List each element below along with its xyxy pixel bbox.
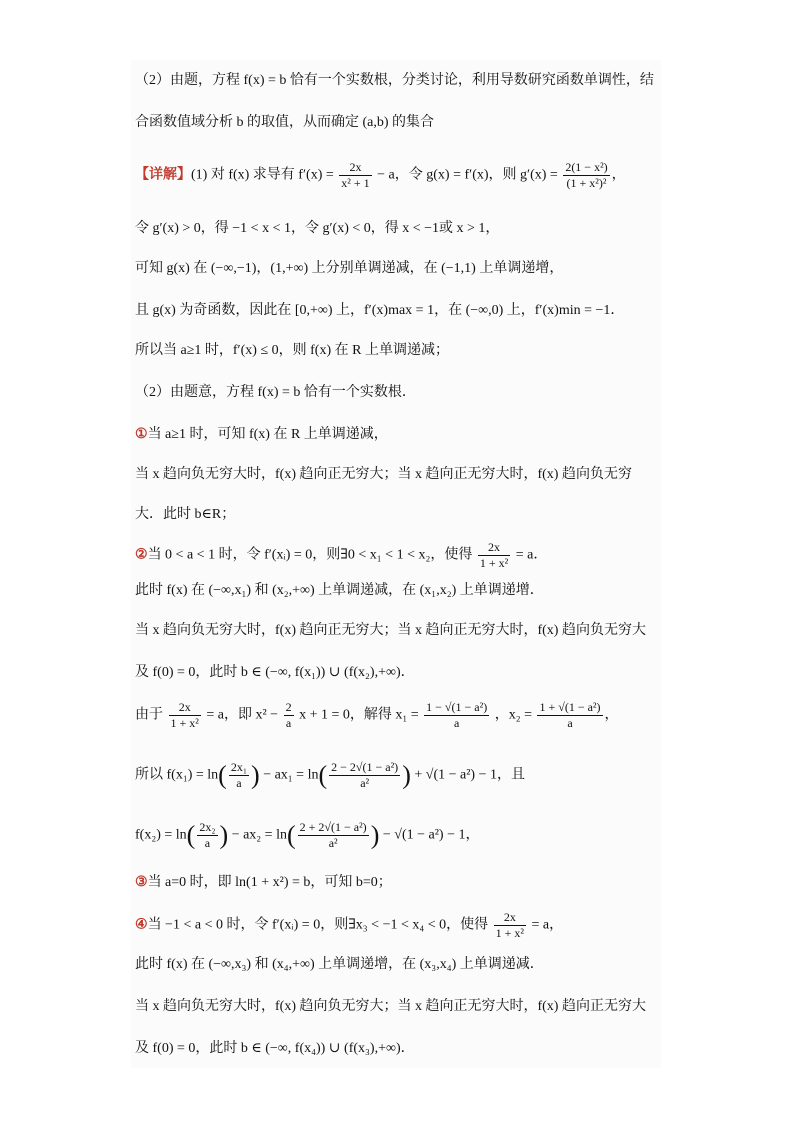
denominator: a xyxy=(285,716,292,730)
detail-line-17: 及 f(0) = 0，此时 b ∈ (−∞, f(x₄)) ∪ (f(x₃),+∞)． xyxy=(135,1041,415,1056)
detail-line-7: 当 x 趋向负无穷大时，f(x) 趋向正无穷大；当 x 趋向正无穷大时，f(x) 趋向负无穷 xyxy=(135,467,632,482)
case-3-marker: ③ xyxy=(135,875,148,890)
denominator: 1 + x² xyxy=(479,556,509,570)
text: = a，即 x² − xyxy=(206,707,279,723)
denominator: a² xyxy=(328,836,338,850)
numerator: 2x xyxy=(478,540,510,556)
detail-line-4: 且 g(x) 为奇函数，因此在 [0,+∞) 上，f′(x)max = 1，在 (−∞,0) 上，f′(x)min = −1． xyxy=(135,303,625,318)
detail-line-13: 所以 f(x₁) = ln( $\frac{\text{2x₁}}{a}$ ) − ax₁ = ln( $\frac{\text{2 − 2√(1 − a²)}}{\text{a²}}$ ) + √(1 − a²) − 1，且 xyxy=(135,760,525,790)
numerator: 2x₁ xyxy=(230,760,248,774)
fraction xyxy=(424,700,489,731)
detail-line-6: （2）由题意，方程 f(x) = b 恰有一个实数根． xyxy=(135,385,416,400)
detail-line-1 xyxy=(135,160,657,191)
fraction xyxy=(284,700,294,731)
text: 由于 xyxy=(135,707,163,723)
fraction xyxy=(563,160,609,191)
fraction xyxy=(329,760,400,791)
case-3-line xyxy=(135,874,657,892)
text: − ax₂ = ln xyxy=(231,827,287,843)
text: − √(1 − a²) − 1， xyxy=(382,827,480,843)
fraction xyxy=(339,160,371,191)
case-2-text-a: 当 0 < a < 1 时，令 f′(xᵢ) = 0，则∃0 < x₁ < 1 < x₂，使得 xyxy=(147,547,473,563)
case-3-text: 当 a=0 时，即 ln(1 + x²) = b，可知 b=0； xyxy=(147,875,392,890)
numerator: 2x xyxy=(169,700,201,716)
text: f(x₂) = ln xyxy=(135,827,187,843)
detail-line-8: 大．此时 b∈R； xyxy=(135,507,236,522)
denominator: 1 + x² xyxy=(170,716,199,730)
denominator: a xyxy=(236,776,242,790)
case-2-marker: ② xyxy=(135,547,148,563)
text: x + 1 = 0，解得 x₁ = xyxy=(299,707,419,723)
denominator: a² xyxy=(360,776,370,790)
text: 所以 f(x₁) = ln xyxy=(135,767,219,783)
numerator: 1 + √(1 − a²) xyxy=(539,700,601,714)
detail-line-11: 及 f(0) = 0，此时 b ∈ (−∞, f(x₁)) ∪ (f(x₂),+∞)． xyxy=(135,665,415,680)
denominator: 1 + x² xyxy=(495,926,525,940)
fraction xyxy=(537,700,602,731)
case-4-marker: ④ xyxy=(135,917,148,933)
numerator: 1 − √(1 − a²) xyxy=(426,700,488,714)
denominator: x² + 1 xyxy=(341,176,370,190)
detail-line-3: 可知 g(x) 在 (−∞,−1)，(1,+∞) 上分别单调递减，在 (−1,1) 上单调递增， xyxy=(135,261,564,276)
detail-line-2: 令 g′(x) > 0，得 −1 < x < 1，令 g′(x) < 0，得 x < −1或 x > 1， xyxy=(135,221,500,236)
detail-line-12 xyxy=(135,700,657,731)
case-4-line xyxy=(135,910,657,941)
detail-text-c: ， xyxy=(611,167,626,183)
detail-line-10: 当 x 趋向负无穷大时，f(x) 趋向正无穷大；当 x 趋向正无穷大时，f(x) 趋向负无穷大 xyxy=(135,623,646,638)
numerator: 2 xyxy=(285,700,292,714)
denominator: a xyxy=(567,716,573,730)
text: ，x₂ = xyxy=(494,707,532,723)
fraction xyxy=(229,760,249,791)
text: − ax₁ = ln xyxy=(263,767,319,783)
detail-text-a: (1) 对 f(x) 求导有 f′(x) = xyxy=(191,167,334,183)
analysis-line-1: （2）由题，方程 f(x) = b 恰有一个实数根，分类讨论，利用导数研究函数单调性，结 xyxy=(135,73,654,88)
detail-line-9: 此时 f(x) 在 (−∞,x₁) 和 (x₂,+∞) 上单调递减，在 (x₁,x₂) 上单调递增． xyxy=(135,583,544,598)
numerator: 2x xyxy=(494,910,526,926)
case-4-text-b: = a， xyxy=(531,917,564,933)
denominator: (1 + x²)² xyxy=(566,176,607,190)
numerator: 2(1 − x²) xyxy=(565,160,608,174)
detail-line-16: 当 x 趋向负无穷大时，f(x) 趋向负无穷大；当 x 趋向正无穷大时，f(x) 趋向正无穷大 xyxy=(135,999,646,1014)
fraction xyxy=(169,700,201,731)
fraction xyxy=(478,540,510,571)
case-1-line xyxy=(135,426,657,444)
text: + √(1 − a²) − 1，且 xyxy=(414,767,525,783)
detail-text-b: − a，令 g(x) = f′(x)，则 g′(x) = xyxy=(377,167,558,183)
numerator: 2 + 2√(1 − a²) xyxy=(299,820,367,834)
case-1-marker: ① xyxy=(135,427,148,442)
fraction xyxy=(494,910,526,941)
fraction xyxy=(197,820,217,851)
fraction xyxy=(298,820,369,851)
denominator: a xyxy=(454,716,460,730)
detail-tag: 【详解】 xyxy=(135,167,191,183)
numerator: 2x₂ xyxy=(199,820,216,834)
case-4-text-a: 当 −1 < a < 0 时，令 f′(xᵢ) = 0，则∃x₃ < −1 < x₄ < 0，使得 xyxy=(147,917,489,933)
case-1-text: 当 a≥1 时，可知 f(x) 在 R 上单调递减， xyxy=(147,427,388,442)
case-2-text-b: = a． xyxy=(515,547,548,563)
numerator: 2x xyxy=(339,160,371,176)
case-2-line xyxy=(135,540,657,571)
analysis-line-2: 合函数值域分析 b 的取值，从而确定 (a,b) 的集合 xyxy=(135,115,435,130)
text: ， xyxy=(604,707,619,723)
detail-line-5: 所以当 a≥1 时，f′(x) ≤ 0，则 f(x) 在 R 上单调递减； xyxy=(135,343,449,358)
detail-line-14: f(x₂) = ln( $\frac{\text{2x₂}}{a}$ ) − ax₂ = ln( $\frac{\text{2 + 2√(1 − a²)}}{\text{a²}}$ ) − √(1 − a²) − 1， xyxy=(135,820,480,850)
solution-page xyxy=(131,60,661,1068)
denominator: a xyxy=(204,836,211,850)
detail-line-15: 此时 f(x) 在 (−∞,x₃) 和 (x₄,+∞) 上单调递增，在 (x₃,x₄) 上单调递减． xyxy=(135,957,544,972)
numerator: 2 − 2√(1 − a²) xyxy=(331,760,399,774)
